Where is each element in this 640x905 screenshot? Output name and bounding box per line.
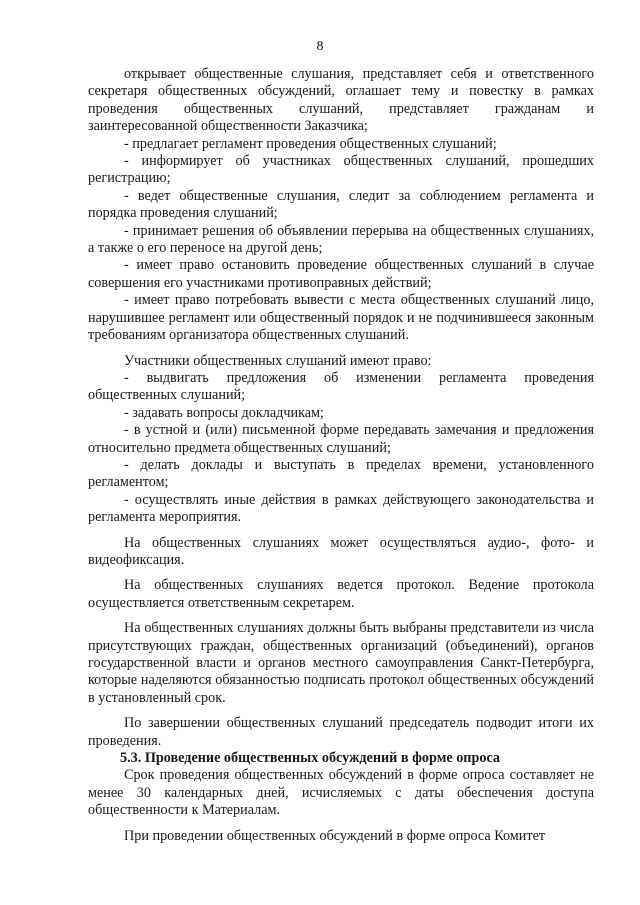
- list-item-questions: - задавать вопросы докладчикам;: [124, 404, 324, 421]
- section-heading: 5.3. Проведение общественных обсуждений в форме опроса: [120, 750, 501, 767]
- list-item-remove: - имеет право потребовать вывести с места общественных слушаний лицо, нарушившее регламент или общественный порядок и не подчинившееся законным требованиям организатора общественных слушаний.: [88, 292, 594, 344]
- list-item-break: - принимает решения об объявлении перерыва на общественных слушаниях, а также о его переносе на другой день;: [88, 222, 594, 257]
- paragraph-chair-opens: открывает общественные слушания, представляет себя и ответственного секретаря общественных обсуждений, оглашает тему и повестку в рамках проведения общественных слушаний, представляет гражданам и заинтересованной общественности Заказчика;: [88, 66, 594, 135]
- paragraph-representatives: На общественных слушаниях должны быть выбраны представители из числа присутствующих граждан, общественных организаций (объединений), органов государственной власти и органов местного самоуправления Санкт-Петербурга, которые наделяются обязанностью подписать протокол общественных обсуждений в установленный срок.: [88, 620, 594, 706]
- paragraph-survey-term: Срок проведения общественных обсуждений в форме опроса составляет не менее 30 календарных дней, исчисляемых с даты обеспечения доступа общественности к Материалам.: [88, 767, 594, 819]
- page-number: 8: [316, 39, 324, 54]
- paragraph-protocol: На общественных слушаниях ведется протокол. Ведение протокола осуществляется ответственным секретарем.: [88, 577, 594, 611]
- list-item-regulation: - предлагает регламент проведения общественных слушаний;: [124, 135, 497, 152]
- paragraph-participants-rights: Участники общественных слушаний имеют право:: [124, 352, 432, 369]
- document-body: [88, 66, 594, 845]
- list-item-reports: - делать доклады и выступать в пределах времени, установленного регламентом;: [88, 456, 594, 491]
- list-item-other-actions: - осуществлять иные действия в рамках действующего законодательства и регламента мероприятия.: [88, 491, 594, 526]
- paragraph-summary: По завершении общественных слушаний председатель подводит итоги их проведения.: [88, 715, 594, 749]
- list-item-proposals: - выдвигать предложения об изменении регламента проведения общественных слушаний;: [88, 369, 594, 404]
- list-item-informs: - информирует об участниках общественных слушаний, прошедших регистрацию;: [88, 153, 594, 187]
- list-item-conducts: - ведет общественные слушания, следит за соблюдением регламента и порядка проведения слушаний;: [88, 187, 594, 222]
- list-item-remarks: - в устной и (или) письменной форме передавать замечания и предложения относительно предмета общественных слушаний;: [88, 422, 594, 456]
- paragraph-survey-committee: При проведении общественных обсуждений в форме опроса Комитет: [124, 827, 546, 844]
- list-item-stop: - имеет право остановить проведение общественных слушаний в случае совершения его участниками противоправных действий;: [88, 257, 594, 291]
- paragraph-recording: На общественных слушаниях может осуществляться аудио-, фото- и видеофиксация.: [88, 534, 594, 568]
